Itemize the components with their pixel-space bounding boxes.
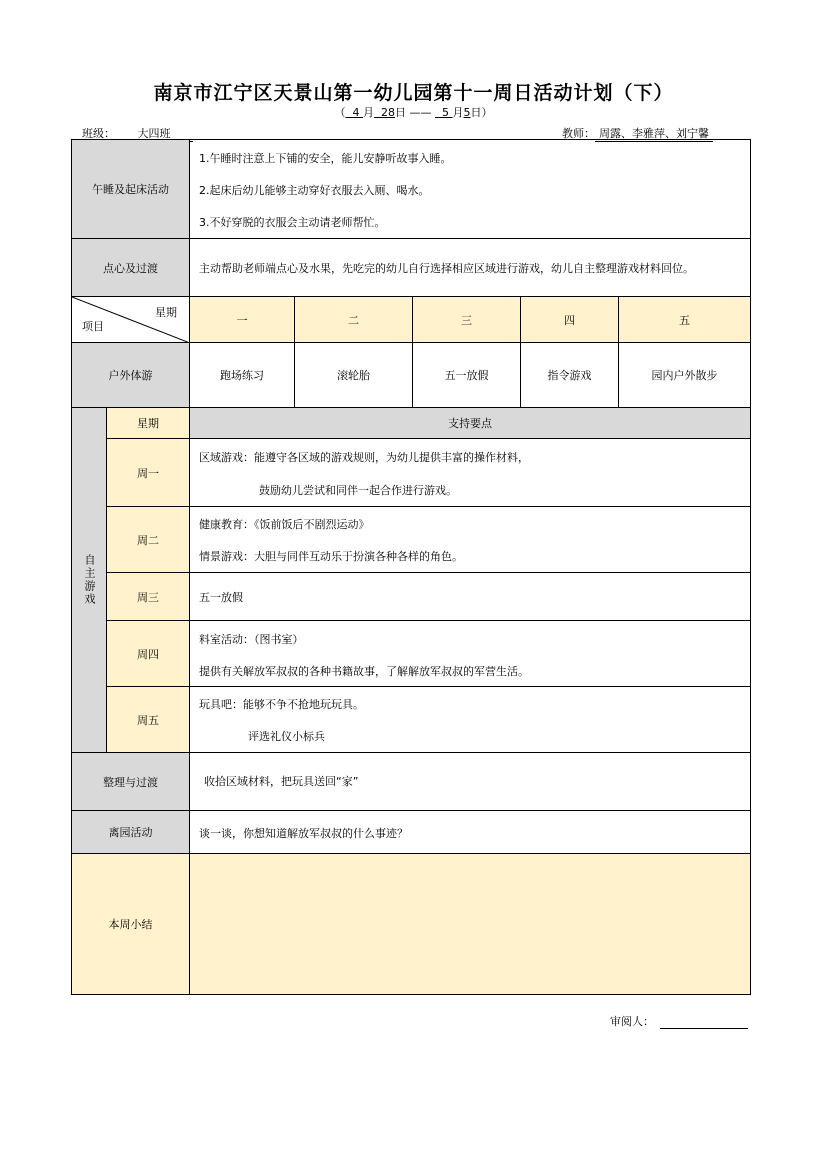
- corner-weekday: 星期: [155, 306, 177, 319]
- week-corner-cell: [72, 297, 190, 343]
- plan-table: [71, 139, 751, 995]
- day-header-thu: 四: [521, 297, 619, 343]
- leave-content: [190, 811, 751, 854]
- free-play-day-fri: 周五: [107, 687, 190, 753]
- day-header-tue: 二: [295, 297, 413, 343]
- start-month: 4: [352, 106, 360, 119]
- fri-line-2: 评选礼仪小标兵: [248, 730, 325, 743]
- date-close: ）: [481, 106, 493, 119]
- thu-line-2: 提供有关解放军叔叔的各种书籍故事，了解解放军叔叔的军营生活。: [199, 665, 529, 678]
- free-play-day-tue: 周二: [107, 507, 190, 573]
- mon-line-2: 鼓励幼儿尝试和同伴一起合作进行游戏。: [259, 484, 457, 497]
- end-day: 5: [463, 106, 471, 119]
- corner-item: 项目: [82, 320, 104, 333]
- day-char: 日: [395, 106, 406, 119]
- snack-content: [190, 239, 751, 297]
- teacher-label: 教师：: [562, 127, 595, 140]
- end-day-char: 日: [470, 106, 482, 119]
- tue-line-2: 情景游戏：大胆与同伴互动乐于扮演各种各样的角色。: [199, 550, 463, 563]
- outdoor-wed: 五一放假: [413, 343, 521, 408]
- day-header-mon: 一: [190, 297, 295, 343]
- leave-text: 谈一谈，你想知道解放军叔叔的什么事迹？: [199, 827, 408, 840]
- nap-content: [190, 140, 751, 239]
- nap-line-3: 3.不好穿脱的衣服会主动请老师帮忙。: [199, 216, 386, 229]
- date-range: [0, 104, 827, 120]
- month-char: 月: [363, 106, 374, 119]
- reviewer: [610, 1013, 748, 1029]
- free-play-points-thu: [190, 621, 751, 687]
- teacher-value: 周露、李雅萍、刘宁馨: [595, 125, 713, 142]
- thu-line-1: 料室活动：（图书室）: [199, 633, 304, 646]
- free-play-day-header: 星期: [107, 408, 190, 439]
- outdoor-mon: 跑场练习: [190, 343, 295, 408]
- summary-content[interactable]: [190, 854, 751, 995]
- reviewer-label: 审阅人：: [610, 1015, 654, 1028]
- wed-line-1: 五一放假: [199, 591, 243, 604]
- outdoor-thu: 指令游戏: [521, 343, 619, 408]
- free-play-day-wed: 周三: [107, 573, 190, 621]
- snack-label: 点心及过渡: [72, 239, 190, 297]
- outdoor-label: 户外体游: [72, 343, 190, 408]
- date-dash: ——: [409, 106, 432, 119]
- fri-line-1: 玩具吧：能够不争不抢地玩玩具。: [199, 698, 364, 711]
- end-month-char: 月: [452, 106, 464, 119]
- tue-line-1: 健康教育：《饭前饭后不剧烈运动》: [199, 518, 370, 531]
- day-header-fri: 五: [619, 297, 751, 343]
- reviewer-signature-line[interactable]: [660, 1018, 748, 1029]
- mon-line-1: 区域游戏：能遵守各区域的游戏规则，为幼儿提供丰富的操作材料，: [199, 451, 529, 464]
- outdoor-tue: 滚轮胎: [295, 343, 413, 408]
- free-play-points-tue: [190, 507, 751, 573]
- leave-label: 离园活动: [72, 811, 190, 854]
- nap-label: 午睡及起床活动: [72, 140, 190, 239]
- date-open: （: [334, 106, 346, 119]
- free-play-points-mon: [190, 439, 751, 507]
- end-month: 5: [442, 106, 449, 119]
- class-label: 班级：: [82, 127, 115, 140]
- free-play-points-header: 支持要点: [190, 408, 751, 439]
- summary-label: 本周小结: [72, 854, 190, 995]
- nap-line-2: 2.起床后幼儿能够主动穿好衣服去入厕、喝水。: [199, 184, 430, 197]
- free-play-label: 自主游戏: [72, 408, 107, 753]
- tidy-label: 整理与过渡: [72, 753, 190, 811]
- class-value: 大四班: [115, 125, 193, 142]
- free-play-points-fri: [190, 687, 751, 753]
- day-header-wed: 三: [413, 297, 521, 343]
- outdoor-fri: 园内户外散步: [619, 343, 751, 408]
- tidy-text: 收拾区域材料，把玩具送回“家”: [204, 775, 359, 788]
- page-title: 南京市江宁区天景山第一幼儿园第十一周日活动计划（下）: [153, 82, 674, 104]
- free-play-day-mon: 周一: [107, 439, 190, 507]
- free-play-points-wed: [190, 573, 751, 621]
- snack-text: 主动帮助老师端点心及水果，先吃完的幼儿自行选择相应区域进行游戏，幼儿自主整理游戏材料回位。: [199, 262, 694, 275]
- start-day: 28: [381, 106, 395, 119]
- free-play-day-thu: 周四: [107, 621, 190, 687]
- tidy-content: [190, 753, 751, 811]
- nap-line-1: 1.午睡时注意上下铺的安全，能儿安静听故事入睡。: [199, 152, 452, 165]
